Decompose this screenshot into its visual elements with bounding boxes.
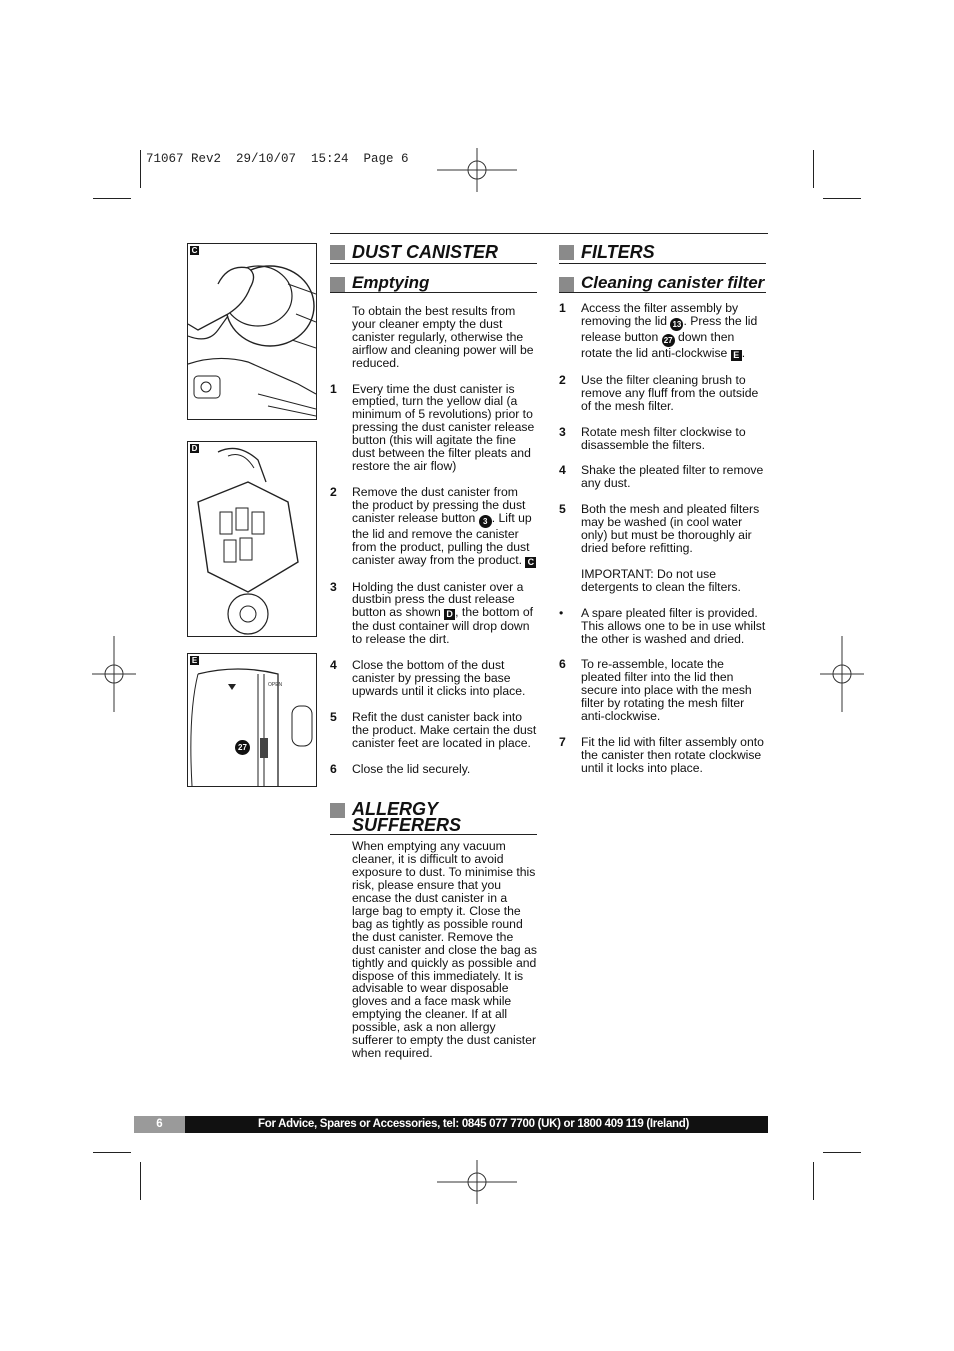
dust-canister-heading: DUST CANISTER (330, 243, 537, 264)
figure-ref: E (731, 350, 742, 361)
figure-label: D (191, 444, 198, 453)
crop-mark (813, 1162, 814, 1200)
open-label: OPEN (268, 682, 283, 688)
emptying-heading: Emptying (330, 275, 537, 293)
filters-column (559, 243, 766, 788)
list-item: 2 Use the filter cleaning brush to remove any fluff from the outside of the mesh filter. (559, 372, 759, 413)
button-27-callout: 27 (235, 740, 250, 755)
list-item: 5 Both the mesh and pleated filters may be washed (in cool water only) but must be thoroughly air dried before refitting. (559, 502, 760, 555)
list-item: 6 To re-assemble, locate the pleated filter into the lid then secure into place with the mesh filter by rotating the mesh filter anti-clockwise. (559, 657, 752, 724)
figure-d (187, 441, 317, 637)
emptying-intro: To obtain the best results from your cleaner empty the dust canister regularly, otherwise the airflow and cleaning power will be reduced. (352, 304, 534, 370)
list-item: 2 Remove the dust canister from the product by pressing the dust canister release button 3 . Lift up the lid and remove the canister from the product, pulling the dust canister away from the product. C (330, 486, 537, 568)
ref-callout: 13 (670, 318, 683, 331)
list-item: • A spare pleated filter is provided. This allows one to be in use whilst the other is washed and dried. (559, 605, 766, 646)
list-item: 4 Close the bottom of the dust canister by pressing the base upwards until it clicks into place. (330, 658, 526, 698)
list-item: 4 Shake the pleated filter to remove any dust. (559, 463, 764, 491)
crop-mark (140, 1162, 141, 1200)
crop-mark (823, 198, 861, 199)
canister-empty-illustration (188, 442, 316, 636)
list-item: 1 Access the filter assembly by removing the lid 13 . Press the lid release button 27 down then rotate the lid anti-clockwise E . (559, 301, 758, 360)
registration-mark-icon (437, 148, 517, 192)
list-item: 3 Holding the dust canister over a dustbin press the dust release button as shown D , the bottom of the dust container will drop down to release the dirt. (330, 579, 534, 647)
list-item: 3 Rotate mesh filter clockwise to disassemble the filters. (559, 424, 746, 452)
crop-mark (93, 1152, 131, 1153)
registration-mark-icon (92, 636, 136, 712)
figure-label: C (191, 246, 198, 255)
list-item: 5 Refit the dust canister back into the product. Make certain the dust canister feet are located in place. (330, 709, 537, 750)
ref-callout: 3 (479, 515, 492, 528)
print-slug: 71067 Rev2 29/10/07 15:24 Page 6 (146, 152, 409, 166)
figure-c (187, 243, 317, 420)
list-item: 7 Fit the lid with filter assembly onto the canister then rotate clockwise until it locks into place. (559, 734, 764, 775)
crop-mark (813, 150, 814, 188)
allergy-heading: ALLERGY SUFFERERS (330, 801, 537, 835)
canister-lid-illustration (188, 244, 316, 419)
dust-canister-column (330, 243, 537, 1073)
important-note: IMPORTANT: Do not use detergents to clean the filters. (581, 566, 741, 594)
ref-callout: 27 (662, 334, 675, 347)
footer-bar (134, 1116, 768, 1133)
footer-contact: For Advice, Spares or Accessories, tel: 0845 077 7700 (UK) or 1800 409 119 (Ireland) (258, 1118, 690, 1130)
page-number: 6 (134, 1116, 185, 1133)
registration-mark-icon (820, 636, 864, 712)
filters-heading: FILTERS (559, 243, 766, 264)
figure-e (187, 653, 317, 787)
figure-ref: C (525, 557, 536, 568)
list-item: 6 Close the lid securely. (330, 761, 471, 776)
crop-mark (93, 198, 131, 199)
cleaning-filter-heading: Cleaning canister filter (559, 275, 766, 293)
lid-release-illustration (188, 654, 316, 786)
list-item: 1 Every time the dust canister is emptied, turn the yellow dial (a minimum of 5 revolutions) prior to pressing the dust canister release button (this will agitate the fine dust between the filter pleats and restore the air flow) (330, 381, 535, 473)
crop-mark (140, 150, 141, 188)
figure-label: E (191, 656, 198, 665)
allergy-text: When emptying any vacuum cleaner, it is difficult to avoid exposure to dust. To minimise this risk, please ensure that you encase the dust canister in a large bag to empty it. Close the bag as tightly as possible round the dust canister. Remove the dust canister and close the bag as tightly and quickly as possible and dispose of this immediately. It is advisable to wear disposable gloves and a face mask while emptying the cleaner. If at all possible, ask a non allergy sufferer to empty the dust canister when required. (352, 839, 537, 1060)
registration-mark-icon (437, 1160, 517, 1204)
crop-mark (823, 1152, 861, 1153)
top-rule (330, 233, 768, 234)
figure-ref: D (444, 609, 455, 620)
